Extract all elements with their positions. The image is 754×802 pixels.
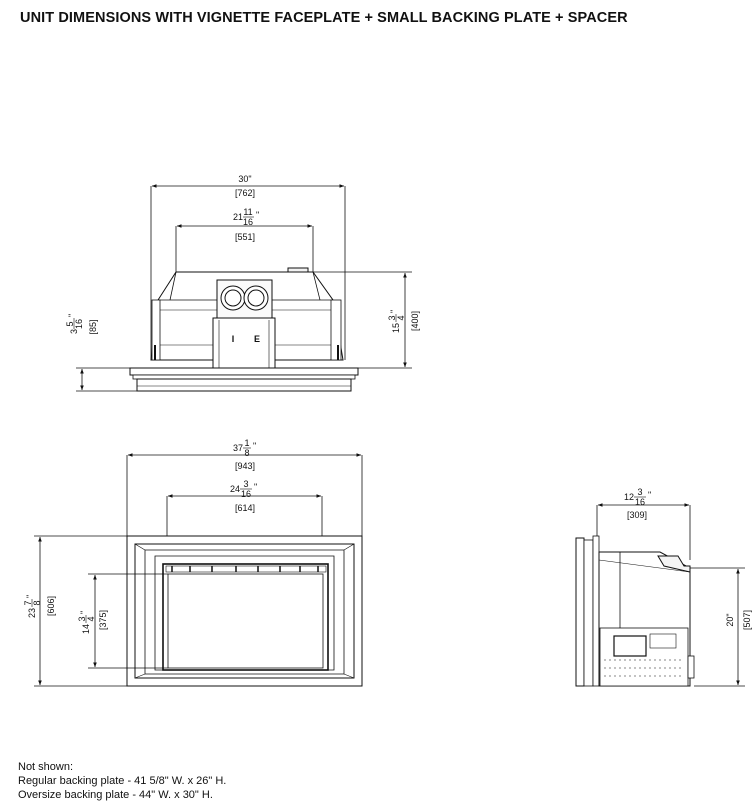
front-inner-height-den: 4: [86, 616, 96, 622]
front-overall-width-den: 8: [244, 448, 250, 458]
top-height-whole: 15: [391, 323, 401, 334]
side-depth-den: 16: [634, 497, 646, 507]
front-inner-height-inch: ": [79, 610, 89, 614]
label-e: E: [253, 334, 261, 344]
side-view: [576, 505, 745, 686]
front-inner-width-whole: 24: [229, 484, 240, 494]
front-inner-width-inch: ": [254, 482, 258, 492]
front-overall-height-whole: 23: [27, 608, 37, 619]
top-inner-width-inch: ": [256, 210, 260, 220]
top-overall-width-label: 30": [238, 174, 252, 184]
top-depth-inch: ": [67, 313, 77, 317]
front-overall-height-mm: [606]: [46, 595, 56, 617]
front-overall-width-whole: 37: [232, 443, 243, 453]
front-overall-width-inch: ": [253, 441, 257, 451]
front-inner-height-num: 3: [77, 616, 87, 622]
notes: [18, 760, 226, 802]
notes-regular-backing-plate: Regular backing plate - 41 5/8" W. x 26" H.: [18, 775, 227, 787]
front-inner-height-whole: 14: [81, 624, 91, 635]
label-i: I: [231, 334, 235, 344]
front-inner-height-mm: [375]: [98, 609, 108, 631]
side-height-label: 20": [725, 613, 735, 627]
notes-oversize-backing-plate: Oversize backing plate - 44" W. x 30" H.: [18, 789, 213, 801]
front-overall-height-num: 7: [23, 600, 33, 606]
front-overall-width-mm: [943]: [234, 461, 256, 471]
front-overall-height-inch: ": [25, 594, 35, 598]
side-depth-inch: ": [648, 490, 652, 500]
top-inner-width-mm: [551]: [234, 232, 256, 242]
front-inner-width-mm: [614]: [234, 503, 256, 513]
top-depth-num: 5: [65, 321, 75, 327]
top-height-den: 4: [396, 315, 406, 321]
front-inner-width-den: 16: [240, 489, 252, 499]
top-height-mm: [400]: [410, 310, 420, 332]
side-depth-whole: 12: [623, 492, 634, 502]
front-view: [34, 455, 362, 686]
front-overall-height-den: 8: [32, 600, 42, 606]
top-depth-whole: 3: [69, 329, 79, 335]
front-inner-width-num: 3: [243, 479, 249, 489]
side-depth-mm: [309]: [626, 510, 648, 520]
notes-heading: Not shown:: [18, 761, 74, 773]
top-inner-width-den: 16: [242, 217, 254, 227]
top-depth-den: 16: [74, 318, 84, 330]
top-overall-width-mm: [762]: [234, 188, 256, 198]
top-depth-mm: [85]: [88, 319, 98, 335]
page-title: UNIT DIMENSIONS WITH VIGNETTE FACEPLATE + SMALL BACKING PLATE + SPACER: [20, 10, 628, 26]
top-height-num: 3: [387, 315, 397, 321]
top-height-inch: ": [389, 309, 399, 313]
top-inner-width-num: 11: [243, 207, 253, 217]
side-depth-num: 3: [637, 487, 643, 497]
top-inner-width-whole: 21: [232, 212, 243, 222]
side-height-mm: [507]: [742, 609, 752, 631]
front-overall-width-num: 1: [244, 438, 250, 448]
